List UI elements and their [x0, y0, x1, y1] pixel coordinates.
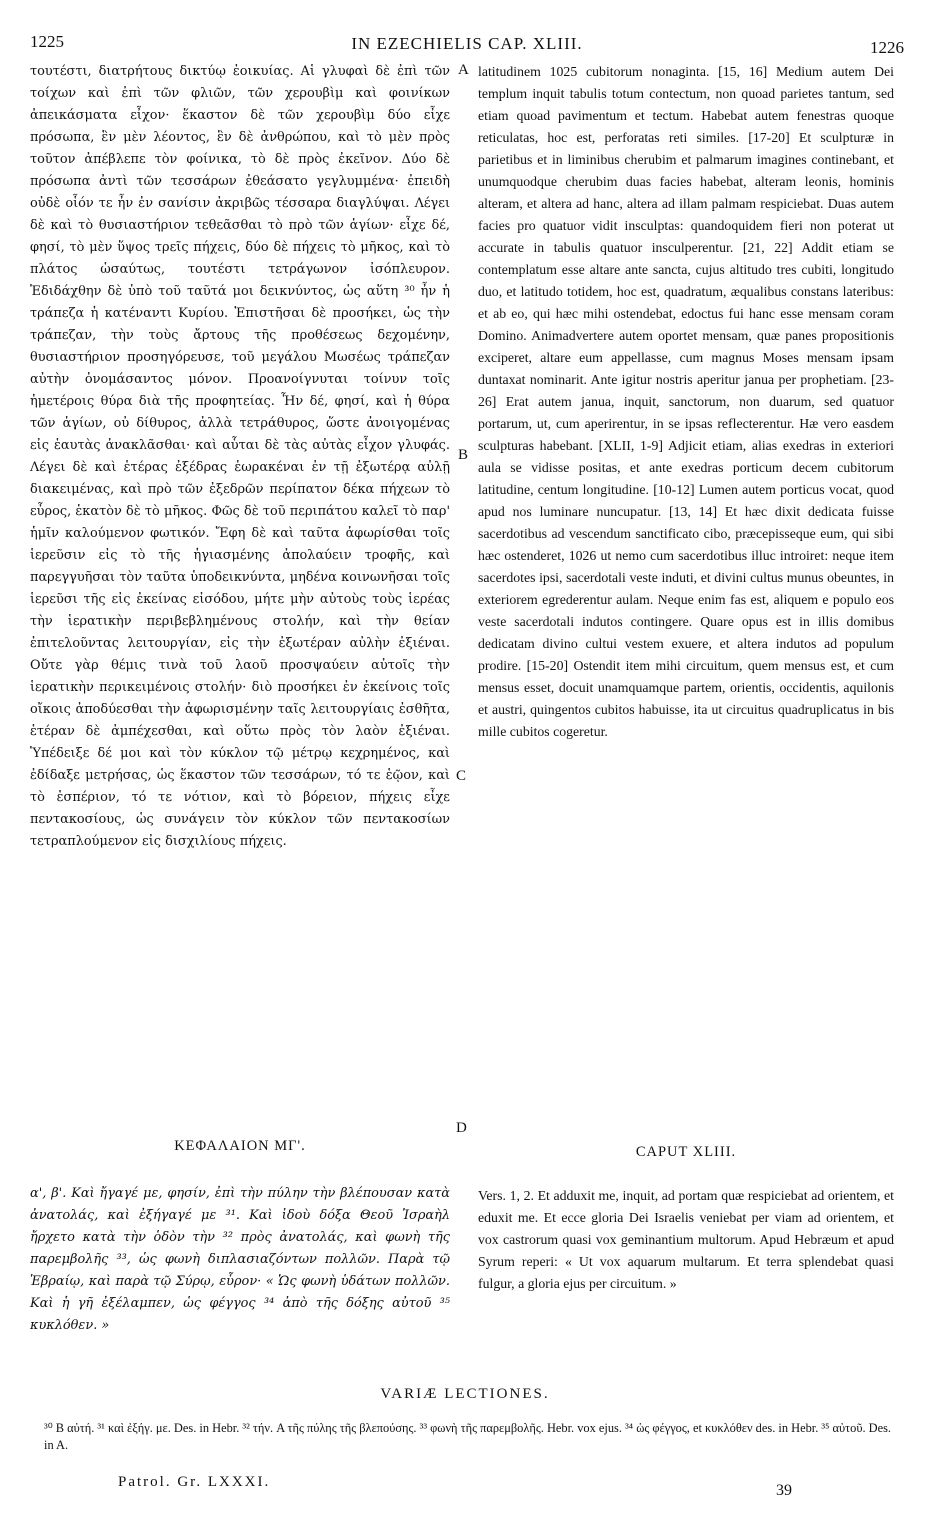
running-header: [30, 32, 904, 58]
variae-lectiones-notes: ³⁰ B αὐτή. ³¹ καὶ ἐξήγ. με. Des. in Hebr. ³² τήν. A τῆς πύλης τῆς βλεπούσης. ³³ φωνὴ τῆς παρεμβολῆς. Hebr. vox ejus. ³⁴ ὡς φέγγος, et κυκλόθεν des. in Hebr. ³⁵ αὐτοῦ. Des. in A.: [44, 1421, 892, 1452]
page-number-left: 1225: [30, 32, 64, 51]
series-footer: Patrol. Gr. LXXXI.: [118, 1474, 271, 1490]
latin-chapter-heading: CAPUT XLIII.: [635, 1144, 737, 1160]
gutter-letter-b: B: [458, 447, 469, 463]
latin-chapter-paragraph: Vers. 1, 2. Et adduxit me, inquit, ad portam quæ respiciebat ad orientem, et eduxit me. Et ecce gloria Dei Israelis veniebat per viam ad orientem, et vox castrorum quasi vox geminantium multorum. Apud Hebræum et apud Syrum reperi: « Ut vox aquarum multarum. Et terra splendebat quasi fulgur, a gloria ejus per circuitum. »: [478, 1188, 894, 1291]
latin-text: latitudinem 1025 cubitorum nonaginta. [15, 16] Medium autem Dei templum inquit tabulis totum contectum, non quoad parietes tantum, sed etiam quoad pavimentum et tectum. Habebat autem fenestras quoque reticulatas, hoc est, perforatas reti similes. [17-20] Et sculpturæ in parietibus et in liminibus cherubim et palmarum imagines continebant, et unumquodque cherubim duas facies habebat, alteram leonis, hominis alteram, et altera ad hanc, altera ad illam palmam respiciebat. Duas autem facies pro quatuor vidit insculptas: quandoquidem fieri non poterat ut accurate in tabulis quatuor insculperentur. [21, 22] Addit etiam se contemplatum esse altare ante sancta, cujus altitudo tres cubiti, longitudo duo, et latitudo totidem, hoc est, quadratum, æqualibus constans lateribus: et ab eo, qui hæc mihi ostendebat, edoctus fui hanc esse mensam coram Domino. Animadvertere autem oportet mensam, quæ panes propositionis exciperet, altare eum appellasse, cum magnus Moses mensam ipsam duntaxat nominarit. Ante igitur nostris aperitur janua per prophetiam. [23-26] Erat autem janua, inquit, sanctorum, non duarum, sed quatuor portarum, ut, cum aperirentur, in se ipsas reflecterentur. Hæ vero easdem sculpturas habebant. [XLII, 1-9] Adjicit etiam, alias exedras in exteriori aula se vidisse positas, et ante exedras porticum decem cubitorum latitudine, centum longitudine. [10-12] Lumen autem porticus vocat, quod apud nos luminare nuncupatur. [13, 14] Et hæc dixit dedicata fuisse sacerdotibus ad vescendum sanctificato cibo, præcepisseque eum, qui sibi hæc ostenderet, 1026 ut nemo cum sacerdotibus illuc introiret: neque item sacerdotes ipsi, sacerdotali veste induti, et divini cultus munus obeuntes, in exteriorem egrederentur aulam. Neque enim fas est, aliquem e populo eos veste sacerdotali indutos contingere. Quare opus est in illis domibus dedicatam divino cultui vestem exuere, et altera indutos ad populum prodire. [15-20] Ostendit item mihi circuitum, quem mensus est, et cum mensus esset, docuit unamquamque partem, orientis, occidentis, aquilonis et austri, quingentos cubitos habuisse, ita ut circuitus quadruplicatus in bis mille cubitos cogeretur.: [478, 64, 894, 739]
signature-number: 39: [776, 1482, 792, 1499]
greek-chapter-paragraph: α', β'. Καὶ ἤγαγέ με, φησίν, ἐπὶ τὴν πύλην τὴν βλέπουσαν κατὰ ἀνατολάς, καὶ ἐξήγαγέ με ³¹. Καὶ ἰδοὺ δόξα Θεοῦ Ἰσραὴλ ἤρχετο κατὰ τὴν ὁδὸν τὴν ³² πρὸς ἀνατολάς, καὶ φωνὴ τῆς παρεμβολῆς ³³, ὡς φωνὴ διπλασιαζόντων πολλῶν. Παρὰ τῷ Ἑβραίῳ, καὶ παρὰ τῷ Σύρῳ, εὗρον· « Ὡς φωνὴ ὑδάτων πολλῶν. Καὶ ἡ γῆ ἐξέλαμπεν, ὡς φέγγος ³⁴ ἀπὸ τῆς δόξης αὐτοῦ ³⁵ κυκλόθεν. »: [30, 1186, 450, 1333]
greek-column: [30, 61, 450, 853]
page-number-right: 1226: [870, 38, 904, 57]
greek-text: τουτέστι, διατρήτους δικτύῳ ἐοικυίας. Αἱ γλυφαὶ δὲ ἐπὶ τῶν τοίχων καὶ ἐπὶ τῶν φλιῶν, τῶν χερουβὶμ καὶ φοινίκων ἀπεικάσματα εἶχον· ἕκαστον δὲ τῶν χερουβὶμ δύο εἶχε πρόσωπα, ἓν μὲν λέοντος, ἓν δὲ ἀνθρώπου, καὶ τὸ μὲν πρὸς τοῦτον ἀπέβλεπε τὸν φοίνικα, τὸ δὲ πρὸς ἐκεῖνον. Δύο δὲ πρόσωπα ἀντὶ τῶν τεσσάρων ἐθεάσατο γεγλυμμένα· ἐπειδὴ οὐδὲ οἷόν τε ἦν ἐν σανίσιν ἀκριβῶς τέσσαρα διαγλύψαι. Λέγει δὲ καὶ τὸ θυσιαστήριον τεθεᾶσθαι τὸ πρὸ τῶν ἁγίων· εἶχε δέ, φησί, τὸ μὲν ὕψος τρεῖς πήχεις, δύο δὲ πήχεις τὸ μῆκος, καὶ τὸ πλάτος ὡσαύτως, τουτέστι τετράγωνον ἰσόπλευρον. Ἐδιδάχθην δὲ ὑπὸ τοῦ ταῦτά μοι δεικνύντος, ὡς αὕτη ³⁰ ἦν ἡ τράπεζα ἡ κατέναντι Κυρίου. Ἐπιστῆσαι δὲ προσήκει, ὡς τὴν τράπεζαν, τὴν τοὺς ἄρτους τῆς προθέσεως δεχομένην, θυσιαστήριον προσηγόρευσε, τοῦ μεγάλου Μωσέως τράπεζαν αὐτὴν ὀνομάσαντος μόνον. Προανοίγνυται τοίνυν τοῖς ἡμετέροις θύρα διὰ τῆς προφητείας. Ἦν δέ, φησί, καὶ ἡ θύρα τῶν ἁγίων, οὐ δίθυρος, ἀλλὰ τετράθυρος, ὥστε ἀνοιγομένας εἰς ἑαυτὰς ἀνακλᾶσθαι· καὶ αὗται δὲ τὰς αὐτὰς εἶχον γλυφάς. Λέγει δὲ καὶ ἑτέρας ἐξέδρας ἑωρακέναι ἐν τῇ ἐξωτέρᾳ αὐλῇ διακειμένας, καὶ πρὸ τῶν ἐξεδρῶν περίπατον δέκα πήχεων τὸ εὖρος, ἑκατὸν δὲ τὸ μῆκος. Φῶς δὲ τοῦ περιπάτου καλεῖ τὸ παρ' ἡμῖν καλούμενον φωτικόν. Ἔφη δὲ καὶ ταῦτα ἀφωρίσθαι τοῖς ἱερεῦσιν εἰς τὸ τῆς ἡγιασμένης ἀπολαύειν τροφῆς, καὶ παρεγγυῆσαι τὸν ταῦτα ὑποδεικνύντα, μηδένα κοινωνῆσαι τοῖς ἱερεῦσι τῆς εἰς ἐκείνας εἰσόδου, μήτε μὴν αὐτοὺς τοὺς ἱερέας τὴν ἱερατικὴν περιβεβλημένους στολήν, καὶ τὴν θείαν ἐπιτελοῦντας λειτουργίαν, εἰς τὴν ἐξωτέραν αὐλὴν ἐξιέναι. Οὔτε γὰρ θέμις τινὰ τοῦ λαοῦ προσψαύειν αὐτοῖς τὴν ἱερατικὴν περικειμένοις στολήν· διὸ προσήκει ἐν ἐκείνοις τοῖς οἴκοις ἀποδύεσθαι τὴν ἀφωρισμένην ταῖς λειτουργίαις ἐσθῆτα, ἑτέραν δὲ ἀμπέχεσθαι, καὶ οὕτω πρὸς τὸν λαὸν ἐξιέναι. Ὑπέδειξε δέ μοι καὶ τὸν κύκλον τῷ μέτρῳ κεχρημένος, καὶ ἐδίδαξε μετρήσας, ὡς ἕκαστον τῶν τεσσάρων, τό τε ἑῷον, καὶ τὸ ἑσπέριον, τό τε νότιον, καὶ τὸ βόρειον, πήχεις εἶχε πεντακοσίους, ὡς συνάγειν τὸν κύκλον τῶν πεντακοσίων τετραπλούμενον εἰς δισχιλίους πήχεις.: [30, 64, 450, 849]
greek-chapter-text: [30, 1183, 450, 1337]
gutter-letter-d: D: [456, 1120, 467, 1136]
greek-chapter-heading: ΚΕΦΑΛΑΙΟΝ ΜΓ'.: [174, 1138, 306, 1154]
latin-chapter-text: [478, 1185, 894, 1295]
variae-lectiones-heading: VARIÆ LECTIONES.: [380, 1386, 550, 1402]
running-title: IN EZECHIELIS CAP. XLIII.: [351, 34, 583, 53]
latin-column: [478, 61, 894, 743]
gutter-letter-c: C: [456, 768, 467, 784]
gutter-letter-a: A: [458, 62, 469, 78]
